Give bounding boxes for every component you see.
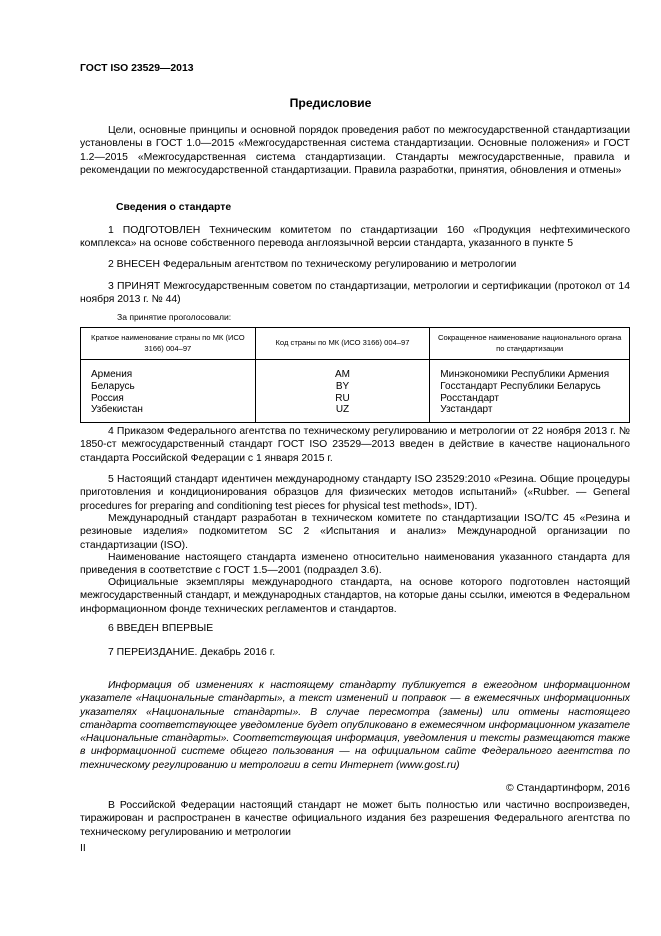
country-codes-cell — [255, 360, 430, 423]
item-4: 4 Приказом Федерального агентства по техническому регулированию и метрологии от 22 ноября 2013 г. № 1850-ст межгосударственный стандарт ГОСТ ISO 23529—2013 введен в действие в качестве национального стандарта Российской Федерации с 1 января 2015 г. — [80, 426, 630, 464]
table-cell: Узбекистан — [91, 404, 143, 416]
table-cell: Росстандарт — [440, 392, 499, 404]
document-code: ГОСТ ISO 23529—2013 — [80, 63, 194, 74]
table-cell: Госстандарт Республики Беларусь — [440, 380, 601, 392]
item-7: 7 ПЕРЕИЗДАНИЕ. Декабрь 2016 г. — [108, 647, 276, 658]
table-header-body: Сокращенное наименование национального органа по стандартизации — [430, 328, 630, 360]
table-header-code: Код страны по МК (ИСО 3166) 004–97 — [255, 328, 430, 360]
voted-label: За принятие проголосовали: — [117, 312, 232, 322]
page-title: Предисловие — [289, 96, 372, 110]
voting-table — [80, 327, 630, 423]
table-row — [81, 360, 630, 423]
table-header-country: Краткое наименование страны по МК (ИСО 3166) 004–97 — [81, 328, 256, 360]
item-5: 5 Настоящий стандарт идентичен международному стандарту ISO 23529:2010 «Резина. Общие процедуры приготовления и кондиционирования образцов для физических методов испытаний» («Rubber. — General procedures for preparing and conditioning test pieces for physical test methods», IDT). — [80, 474, 630, 512]
changes-info: Информация об изменениях к настоящему стандарту публикуется в ежегодном информационном указателе «Национальные стандарты», а текст изменений и поправок — в ежемесячных информационных указателях «Национальные стандарты». В случае пересмотра (замены) или отмены настоящего стандарта соответствующее уведомление будет опубликовано в ежемесячном информационном указателе «Национальные стандарты». Соответствующая информация, уведомления и тексты размещаются также в информационной системе общего пользования — на официальном сайте Федерального агентства по техническому регулированию и метрологии в сети Интернет (www.gost.ru) — [80, 680, 630, 771]
item-1: 1 ПОДГОТОВЛЕН Техническим комитетом по стандартизации 160 «Продукция нефтехимического комплекса» на основе собственного перевода англоязычной версии стандарта, указанного в пункте 5 — [80, 225, 630, 250]
section-subtitle: Сведения о стандарте — [116, 202, 232, 213]
country-names-cell — [81, 360, 256, 423]
item-2: 2 ВНЕСЕН Федеральным агентством по техническому регулированию и метрологии — [108, 259, 517, 270]
item-5-committee: Международный стандарт разработан в техническом комитете по стандартизации ISO/TC 45 «Резина и резиновые изделия» подкомитетом SC 2 «Испытания и анализ» Международной организации по стандартизации (ISO). — [80, 513, 630, 551]
item-6: 6 ВВЕДЕН ВПЕРВЫЕ — [108, 623, 214, 634]
page-number: II — [80, 843, 86, 854]
table-cell: UZ — [335, 404, 350, 416]
intro-paragraph: Цели, основные принципы и основной порядок проведения работ по межгосударственной стандартизации установлены в ГОСТ 1.0—2015 «Межгосударственная система стандартизации. Основные положения» и ГОСТ 1.2—2015 «Межгосударственная система стандартизации. Стандарты межгосударственные, правила и рекомендации по межгосударственной стандартизации. Правила разработки, принятия, обновления и отмены» — [80, 125, 630, 176]
table-cell: Армения — [91, 369, 133, 380]
national-bodies-cell — [430, 360, 630, 423]
table-cell: Беларусь — [91, 380, 135, 392]
table-cell: Узстандарт — [440, 404, 493, 416]
reproduction-notice: В Российской Федерации настоящий стандарт не может быть полностью или частично воспроизведен, тиражирован и распространен в качестве официального издания без разрешения Федерального агентства по техническому регулированию и метрологии — [80, 800, 630, 838]
table-cell: Россия — [91, 392, 124, 404]
item-5-official-copies: Официальные экземпляры международного стандарта, на основе которого подготовлен настоящий межгосударственный стандарт, и международных стандартов, на которые даны ссылки, имеются в Федеральном информационном фонде технических регламентов и стандартов. — [80, 577, 630, 615]
item-5-name-change: Наименование настоящего стандарта изменено относительно наименования указанного стандарта для приведения в соответствие с ГОСТ 1.5—2001 (подраздел 3.6). — [80, 552, 630, 577]
copyright: © Стандартинформ, 2016 — [505, 783, 630, 794]
table-cell: RU — [335, 392, 350, 404]
table-header-row — [81, 328, 630, 360]
table-cell: BY — [335, 380, 350, 392]
table-cell: AM — [335, 369, 350, 380]
item-3: 3 ПРИНЯТ Межгосударственным советом по стандартизации, метрологии и сертификации (протокол от 14 ноября 2013 г. № 44) — [80, 281, 630, 306]
table-cell: Минэкономики Республики Армения — [440, 369, 610, 380]
